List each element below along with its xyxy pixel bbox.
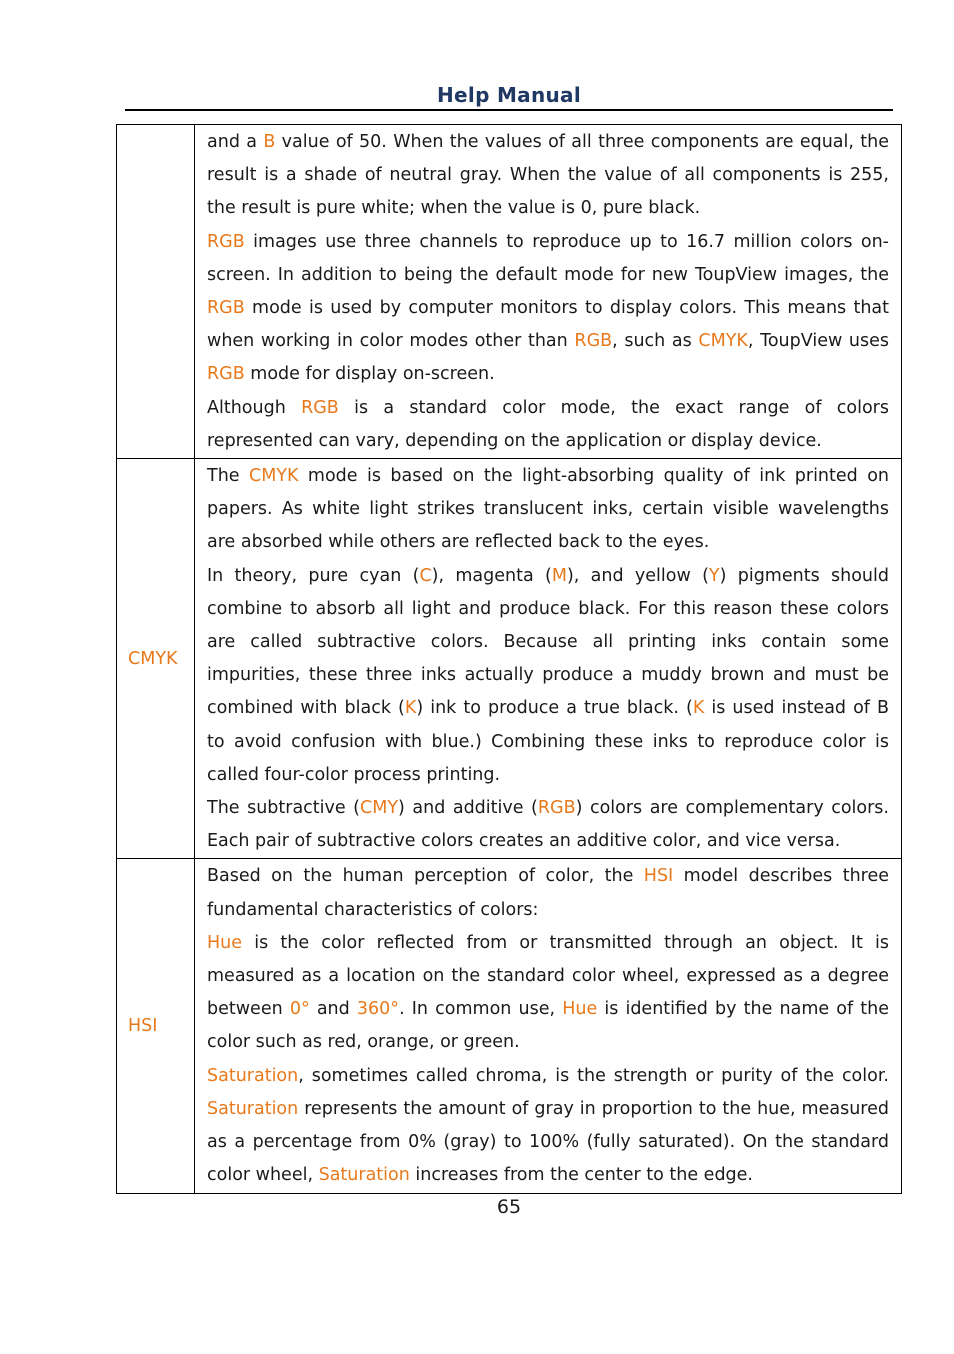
text-segment: , such as — [612, 331, 699, 352]
highlighted-term: C — [419, 565, 432, 586]
paragraph — [207, 392, 889, 458]
highlighted-term: B — [263, 132, 276, 152]
page-number: 65 — [496, 1196, 522, 1218]
text-segment: is the color reflected from or transmitted through an object. It is measured as a location on the standard color wheel, expressed as a degree between — [207, 932, 889, 1020]
text-segment: The subtractive ( — [207, 798, 361, 819]
table-row-hsi — [117, 859, 902, 1193]
highlighted-term: K — [404, 698, 417, 719]
text-segment: , ToupView uses — [747, 331, 890, 352]
row-label — [117, 125, 195, 459]
highlighted-term: RGB — [574, 331, 613, 352]
paragraph — [207, 792, 889, 858]
text-segment: value of 50. When the values of all three components are equal, the result is a shade of neutral gray. When the value of all components is 255, the result is pure white; when the value is 0, pure black. — [207, 132, 889, 219]
text-segment: represents the amount of gray in proportion to the hue, measured as a percentage from 0% (gray) to 100% (fully saturated). On the standard color wheel, — [207, 1098, 889, 1186]
highlighted-term: K — [692, 698, 705, 719]
text-segment: ) colors are complementary colors. Each pair of subtractive colors creates an additive color, and vice versa. — [207, 798, 889, 852]
page-header-title: Help Manual — [125, 82, 893, 111]
highlighted-term: RGB — [301, 397, 339, 418]
table-row-rgb-continued — [117, 125, 902, 459]
text-segment: , sometimes called chroma, is the strength or purity of the color. — [298, 1065, 889, 1086]
row-description — [195, 125, 902, 459]
text-segment: images use three channels to reproduce up to 16.7 million colors on-screen. In addition to being the default mode for new ToupView images, the — [207, 231, 889, 285]
text-segment: ), magenta ( — [431, 565, 552, 586]
highlighted-term: Saturation — [318, 1165, 410, 1186]
row-label: HSI — [117, 859, 195, 1193]
text-segment: mode is used by computer monitors to display colors. This means that when working in color modes other than — [207, 298, 889, 352]
text-segment: mode for display on-screen. — [244, 364, 495, 385]
paragraph — [207, 460, 889, 560]
paragraph — [207, 1060, 889, 1193]
text-segment: and a — [207, 132, 264, 152]
text-segment: increases from the center to the edge. — [409, 1165, 753, 1186]
text-segment: is identified by the name of the color such as red, orange, or green. — [207, 999, 889, 1053]
color-mode-table — [116, 124, 902, 1194]
highlighted-term: RGB — [207, 231, 245, 252]
highlighted-term: CMY — [360, 798, 399, 819]
text-segment: In theory, pure cyan ( — [207, 565, 420, 586]
highlighted-term: CMYK — [698, 331, 748, 352]
text-segment: is a standard color mode, the exact range of colors represented can vary, depending on the application or display device. — [207, 397, 889, 451]
paragraph — [207, 860, 889, 926]
text-segment: and — [309, 999, 357, 1020]
highlighted-term: HSI — [643, 866, 674, 887]
text-segment: Based on the human perception of color, the — [207, 866, 644, 887]
paragraph — [207, 126, 889, 226]
highlighted-term: CMYK — [249, 466, 299, 487]
text-segment: ) pigments should combine to absorb all light and produce black. For this reason these colors are called subtractive colors. Because all printing inks contain some impurities, these three inks actually produce a muddy brown and must be combined with black ( — [207, 565, 889, 719]
highlighted-term: M — [551, 565, 567, 586]
text-segment: Although — [207, 397, 302, 418]
highlighted-term: Hue — [207, 932, 243, 953]
text-segment: ) ink to produce a true black. ( — [416, 698, 693, 719]
table-row-cmyk — [117, 459, 902, 859]
text-segment: The — [207, 466, 249, 487]
highlighted-term: RGB — [207, 364, 245, 385]
text-segment: mode is based on the light-absorbing quality of ink printed on papers. As white light strikes translucent inks, certain visible wavelengths are absorbed while others are reflected back to the eyes. — [207, 466, 889, 553]
text-segment: ) and additive ( — [398, 798, 538, 819]
paragraph — [207, 927, 889, 1060]
text-segment: model describes three fundamental characteristics of colors: — [207, 866, 889, 920]
text-segment: is used instead of B to avoid confusion with blue.) Combining these inks to reproduce color is called four-color process printing. — [207, 698, 889, 785]
highlighted-term: Saturation — [207, 1065, 299, 1086]
highlighted-term: RGB — [207, 298, 245, 319]
highlighted-term: RGB — [537, 798, 576, 819]
row-description — [195, 459, 902, 859]
paragraph — [207, 560, 889, 792]
paragraph — [207, 226, 889, 392]
highlighted-term: Saturation — [207, 1098, 299, 1119]
row-description — [195, 859, 902, 1193]
text-segment: . In common use, — [399, 999, 563, 1020]
text-segment: ), and yellow ( — [566, 565, 709, 586]
highlighted-term: Y — [708, 565, 720, 586]
highlighted-term: Hue — [562, 999, 598, 1020]
highlighted-term: 0° — [289, 999, 310, 1020]
row-label: CMYK — [117, 459, 195, 859]
highlighted-term: 360° — [356, 999, 400, 1020]
